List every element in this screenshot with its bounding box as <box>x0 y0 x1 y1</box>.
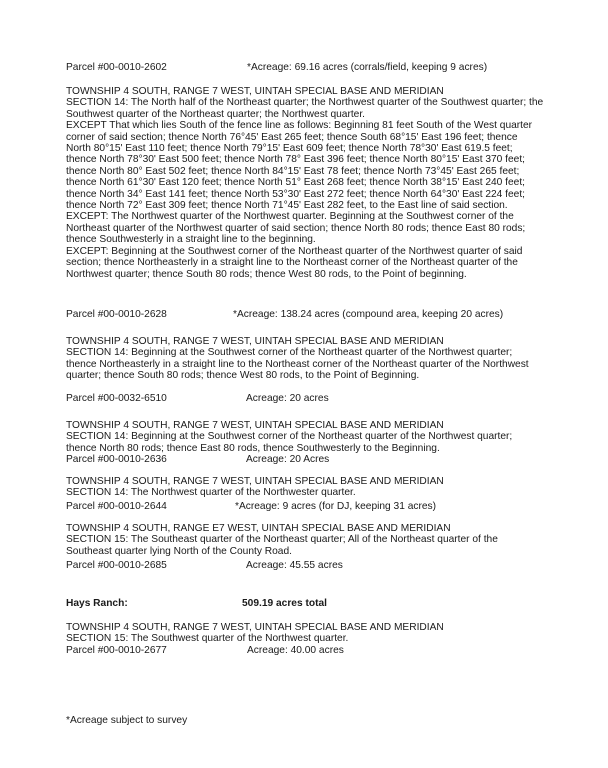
parcel-number: Parcel #00-0010-2628 <box>66 309 167 320</box>
parcel-acreage: *Acreage: 9 acres (for DJ, keeping 31 acres) <box>235 501 437 512</box>
parcel-acreage: *Acreage: 69.16 acres (corrals/field, keeping 9 acres) <box>247 62 488 73</box>
township-line: TOWNSHIP 4 SOUTH, RANGE 7 WEST, UINTAH SPECIAL BASE AND MERIDIAN <box>66 336 444 347</box>
section-text: SECTION 15: The Southwest quarter of the Northwest quarter. <box>66 633 349 645</box>
ranch-name: Hays Ranch: <box>66 598 128 609</box>
legal-description-block <box>66 523 544 557</box>
township-line: TOWNSHIP 4 SOUTH, RANGE E7 WEST, UINTAH SPECIAL BASE AND MERIDIAN <box>66 523 451 534</box>
legal-description-block <box>66 622 544 645</box>
parcel-acreage: Acreage: 20 Acres <box>246 454 330 465</box>
township-line: TOWNSHIP 4 SOUTH, RANGE 7 WEST, UINTAH SPECIAL BASE AND MERIDIAN <box>66 476 444 487</box>
section-text: SECTION 14: Beginning at the Southwest corner of the Northeast quarter of the Northwest quarter; thence North 80 rods; thence East 80 rods, thence Southwesterly to the Beginning. <box>66 431 513 454</box>
exception-text: EXCEPT: The Northwest quarter of the Northwest quarter. Beginning at the Southwest corner of the Northeast quarter of the Northwest quarter of said section; thence North 80 rods; thence East 80 rods; thence Southwesterly in a straight line to the beginning. <box>66 211 526 246</box>
ranch-total: 509.19 acres total <box>242 598 327 609</box>
legal-description-block <box>66 336 544 382</box>
township-line: TOWNSHIP 4 SOUTH, RANGE 7 WEST, UINTAH SPECIAL BASE AND MERIDIAN <box>66 622 444 633</box>
legal-description-block <box>66 420 544 454</box>
exception-text: EXCEPT That which lies South of the fence line as follows: Beginning 81 feet South of the West quarter corner of said section; thence North 76°45' East 265 feet; thence South 68°15' East 196 feet; thence North 80°15' East 110 feet; thence North 79°15' East 609 feet; thence North 78°30' East 619.5 feet; thence North 78°30' East 500 feet; thence North 78° East 396 feet; thence North 80°15' East 370 feet; thence North 80° East 502 feet; thence North 84°15' East 78 feet; thence North 73°45' East 265 feet; thence North 61°30' East 120 feet; thence North 51° East 268 feet; thence North 38°15' East 240 feet; thence North 34° East 141 feet; thence North 53°30' East 272 feet; thence North 64°30' East 224 feet; thence North 72° East 309 feet; thence North 71°45' East 282 feet, to the East line of said section. <box>66 120 533 212</box>
township-line: TOWNSHIP 4 SOUTH, RANGE 7 WEST, UINTAH SPECIAL BASE AND MERIDIAN <box>66 420 444 431</box>
section-text: SECTION 14: Beginning at the Southwest corner of the Northeast quarter of the Northwest quarter; thence Northeasterly in a straight line to the Northeast corner of the Northeast quarter of the Northwest quarter; thence South 80 rods; thence West 80 rods, to the Point of Beginning. <box>66 347 529 382</box>
section-text: SECTION 14: The North half of the Northeast quarter; the Northwest quarter of the Southwest quarter; the Southwest quarter of the Northeast quarter; the Northwest quarter. <box>66 97 544 120</box>
parcel-acreage: Acreage: 45.55 acres <box>246 560 343 571</box>
exception-text: EXCEPT: Beginning at the Southwest corner of the Northeast quarter of the Northwest quarter of said section; thence Northeasterly in a straight line to the Northeast corner of the Northeast quarter of the Northwest quarter; thence South 80 rods; thence West 80 rods, to the Point of beginning. <box>66 245 523 280</box>
parcel-acreage: *Acreage: 138.24 acres (compound area, keeping 20 acres) <box>233 309 504 320</box>
parcel-acreage: Acreage: 20 acres <box>246 393 329 404</box>
parcel-number: Parcel #00-0032-6510 <box>66 393 167 404</box>
acreage-footnote: *Acreage subject to survey <box>66 715 188 726</box>
parcel-number: Parcel #00-0010-2602 <box>66 62 167 73</box>
legal-description-block <box>66 476 544 499</box>
township-line: TOWNSHIP 4 SOUTH, RANGE 7 WEST, UINTAH SPECIAL BASE AND MERIDIAN <box>66 86 444 97</box>
parcel-acreage: Acreage: 40.00 acres <box>247 645 344 656</box>
parcel-number: Parcel #00-0010-2644 <box>66 501 167 512</box>
section-text: SECTION 14: The Northwest quarter of the Northwester quarter. <box>66 487 356 499</box>
parcel-number: Parcel #00-0010-2685 <box>66 560 167 571</box>
legal-description-block <box>66 86 544 280</box>
parcel-number: Parcel #00-0010-2636 <box>66 454 167 465</box>
section-text: SECTION 15: The Southeast quarter of the Northeast quarter; All of the Northeast quarter of the Southeast quarter lying North of the County Road. <box>66 534 498 557</box>
parcel-number: Parcel #00-0010-2677 <box>66 645 167 656</box>
